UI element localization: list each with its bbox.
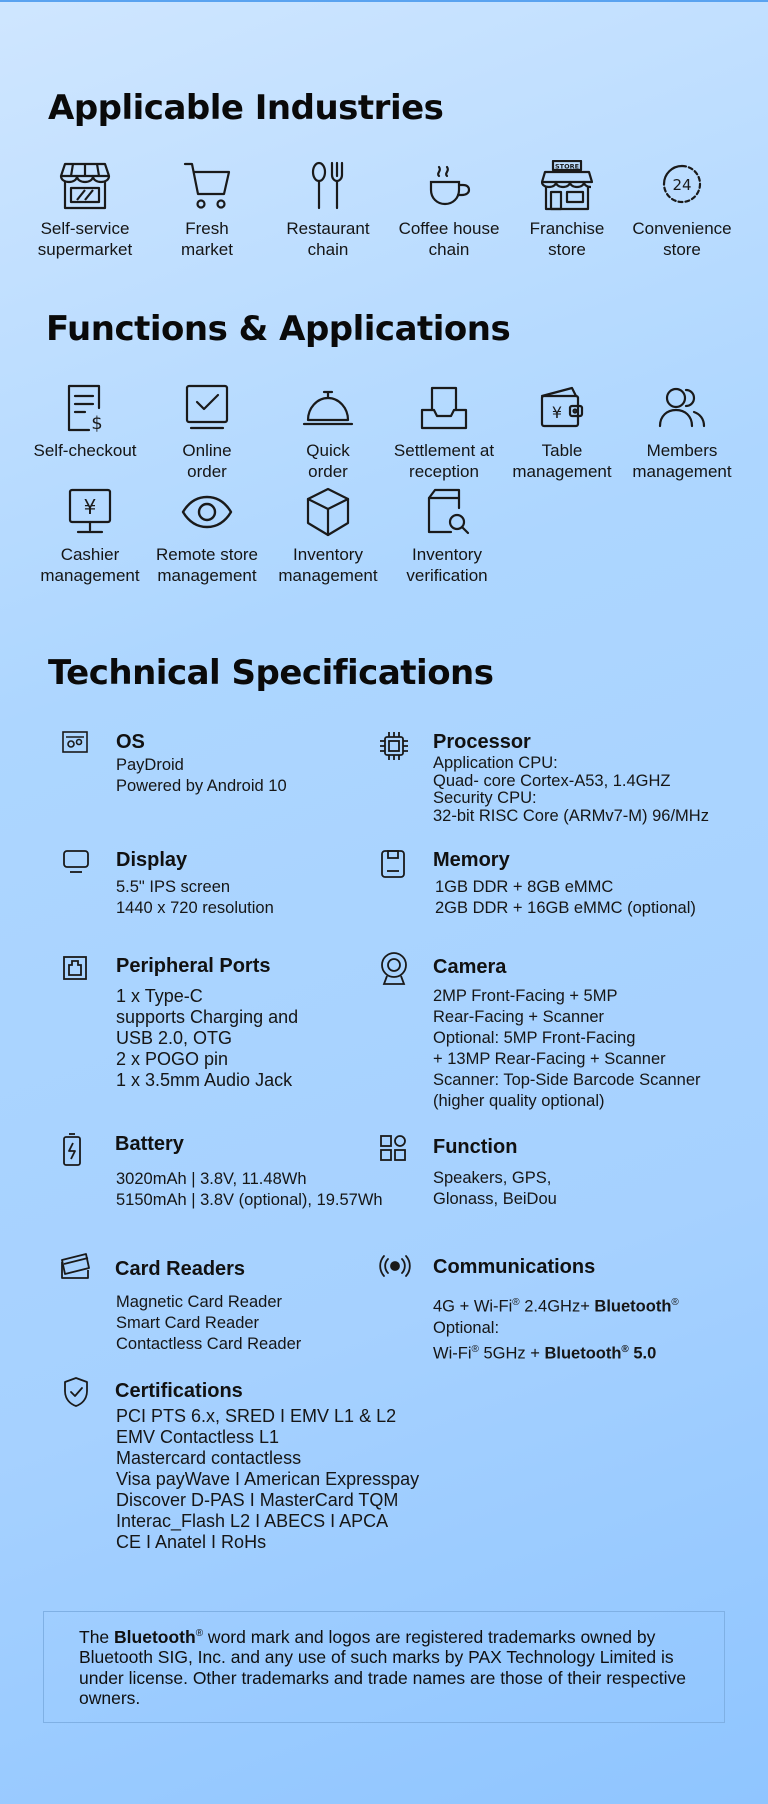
spec-body: Magnetic Card Reader Smart Card Reader Contactless Card Reader	[116, 1293, 302, 1353]
broadcast-icon	[379, 1254, 411, 1278]
function-label: Inventory management	[278, 545, 378, 585]
industry-item-supermarket	[20, 160, 150, 260]
bluetooth-version: 5.0	[628, 1344, 657, 1362]
spoon-fork-icon	[302, 160, 354, 212]
box-icon	[302, 486, 354, 538]
industry-label: Fresh market	[181, 219, 233, 259]
spec-camera	[379, 952, 739, 1112]
spec-os	[62, 731, 362, 801]
comm-line1-a: 4G + Wi-Fi	[433, 1297, 513, 1316]
top-border-line	[0, 0, 768, 2]
notice-prefix: The	[79, 1626, 115, 1647]
spec-peripheral-ports	[62, 955, 362, 1095]
registered-mark: ®	[671, 1297, 679, 1308]
industry-item-restaurant	[263, 160, 393, 260]
store-building-icon	[541, 160, 593, 212]
comm-line1-b: 2.4GHz+	[519, 1297, 595, 1316]
spec-battery	[62, 1133, 422, 1213]
24-hours-text: 24	[672, 176, 692, 194]
function-item-quick-order	[263, 382, 393, 482]
spec-body: 1GB DDR + 8GB eMMC 2GB DDR + 16GB eMMC (optional)	[435, 878, 696, 917]
spec-title: Peripheral Ports	[116, 955, 271, 977]
spec-title: Processor	[433, 731, 531, 753]
function-item-inventory-management	[263, 486, 393, 586]
battery-icon	[62, 1133, 82, 1167]
function-label: Inventory verification	[406, 545, 488, 585]
monitor-yen-icon	[64, 486, 116, 538]
memory-card-icon	[379, 849, 407, 879]
industry-label: Convenience store	[632, 219, 732, 259]
function-label: Members management	[632, 441, 732, 481]
trademark-notice	[43, 1611, 725, 1723]
spec-body	[433, 1292, 679, 1364]
industry-item-fresh-market	[142, 160, 272, 260]
functions-title: Functions & Applications	[46, 309, 511, 349]
receipt-dollar-icon	[59, 382, 111, 434]
function-label: Quick order	[306, 441, 350, 481]
function-item-settlement	[379, 382, 509, 482]
spec-title: Display	[116, 849, 188, 871]
function-item-members	[617, 382, 747, 482]
function-item-self-checkout	[20, 382, 150, 461]
function-item-cashier	[25, 486, 155, 586]
function-label: Online order	[182, 441, 232, 481]
spec-body: 1 x Type-C supports Charging and USB 2.0, OTG 2 x POGO pin 1 x 3.5mm Audio Jack	[116, 986, 299, 1090]
shopping-cart-icon	[181, 160, 233, 212]
spec-title: Battery	[115, 1133, 184, 1155]
chip-icon	[379, 731, 409, 761]
comm-line3-a: Wi-Fi	[433, 1344, 472, 1362]
spec-body: 5.5" IPS screen 1440 x 720 resolution	[116, 878, 274, 917]
shield-check-icon	[62, 1376, 90, 1408]
function-label: Settlement at reception	[393, 441, 495, 481]
spec-function	[379, 1134, 739, 1214]
function-label: Table management	[512, 441, 612, 481]
card-icon	[60, 1252, 92, 1282]
spec-title: Certifications	[115, 1380, 243, 1402]
industry-item-franchise	[502, 160, 632, 260]
spec-card-readers	[60, 1252, 420, 1362]
function-item-remote-store	[142, 486, 272, 586]
yen-symbol: ¥	[551, 403, 563, 422]
users-icon	[656, 382, 708, 434]
checkbox-screen-icon	[181, 382, 233, 434]
spec-display	[62, 849, 362, 919]
notice-brand: Bluetooth	[114, 1626, 196, 1647]
coffee-cup-icon	[423, 160, 475, 212]
industry-item-coffee-house	[384, 160, 514, 260]
registered-mark: ®	[195, 1628, 204, 1639]
industry-label: Self-service supermarket	[37, 219, 133, 259]
spec-title: Camera	[433, 956, 507, 978]
spec-title: Memory	[433, 849, 510, 871]
registered-mark: ®	[621, 1343, 629, 1355]
spec-title: Function	[433, 1136, 518, 1158]
spec-processor	[379, 731, 739, 831]
function-item-table-management	[497, 382, 627, 482]
bluetooth-mark: Bluetooth	[544, 1344, 622, 1362]
spec-body: Application CPU: Quad- core Cortex-A53, 1.4GHZ Security CPU: 32-bit RISC Core (ARMv7-M) 96/MHz	[433, 754, 709, 825]
spec-body: 3020mAh | 3.8V, 11.48Wh 5150mAh | 3.8V (optional), 19.57Wh	[116, 1170, 383, 1209]
function-label: Self-checkout	[33, 441, 137, 460]
yen-symbol: ¥	[83, 495, 97, 519]
webcam-icon	[379, 952, 409, 986]
eye-icon	[181, 486, 233, 538]
tray-icon	[418, 382, 470, 434]
spec-body: PayDroid Powered by Android 10	[116, 756, 287, 795]
spec-title: Communications	[433, 1256, 596, 1278]
notice-text: word mark and logos are registered trademarks owned by Bluetooth SIG, Inc. and any use of such marks by PAX Technology Limited is under license. Other trademarks and trade names are those of their respective owners.	[79, 1626, 686, 1709]
spec-title: Card Readers	[115, 1258, 246, 1280]
bluetooth-mark: Bluetooth	[594, 1297, 672, 1316]
service-bell-icon	[302, 382, 354, 434]
spec-memory	[379, 849, 739, 919]
os-icon	[62, 731, 88, 757]
store-sign-text: STORE	[554, 162, 580, 171]
registered-mark: ®	[512, 1297, 520, 1308]
industries-title: Applicable Industries	[48, 88, 444, 128]
function-label: Remote store management	[155, 545, 259, 585]
function-item-inventory-verification	[382, 486, 512, 586]
function-item-online-order	[142, 382, 272, 482]
spec-body: Speakers, GPS, Glonass, BeiDou	[433, 1169, 557, 1208]
monitor-icon	[62, 849, 90, 875]
registered-mark: ®	[471, 1343, 479, 1355]
specs-title: Technical Specifications	[48, 653, 494, 693]
spec-communications	[379, 1254, 739, 1362]
industry-label: Coffee house chain	[398, 219, 500, 259]
svg-text:$: $	[91, 413, 103, 434]
industry-item-convenience	[617, 160, 747, 260]
grid-icon	[379, 1134, 407, 1162]
industry-label: Franchise store	[529, 219, 605, 259]
comm-line3-b: 5GHz +	[478, 1344, 545, 1362]
spec-title: OS	[116, 731, 145, 753]
port-icon	[62, 955, 88, 981]
storefront-icon	[59, 160, 111, 212]
24-hours-icon	[656, 160, 708, 212]
spec-body: 2MP Front-Facing + 5MP Rear-Facing + Scanner Optional: 5MP Front-Facing + 13MP Rear-Facing + Scanner Scanner: Top-Side Barcode Scanner (higher quality optional)	[433, 987, 701, 1110]
document-search-icon	[421, 486, 473, 538]
spec-body: PCI PTS 6.x, SRED I EMV L1 & L2 EMV Contactless L1 Mastercard contactless Visa payWave I American Expresspay Discover D-PAS I MasterCard TQM Interac_Flash L2 I ABECS I APCA CE I Anatel I RoHs	[116, 1406, 420, 1552]
spec-certifications	[62, 1376, 462, 1556]
wallet-yen-icon	[536, 382, 588, 434]
function-label: Cashier management	[40, 545, 140, 585]
industry-label: Restaurant chain	[286, 219, 370, 259]
comm-line2: Optional:	[433, 1318, 500, 1337]
